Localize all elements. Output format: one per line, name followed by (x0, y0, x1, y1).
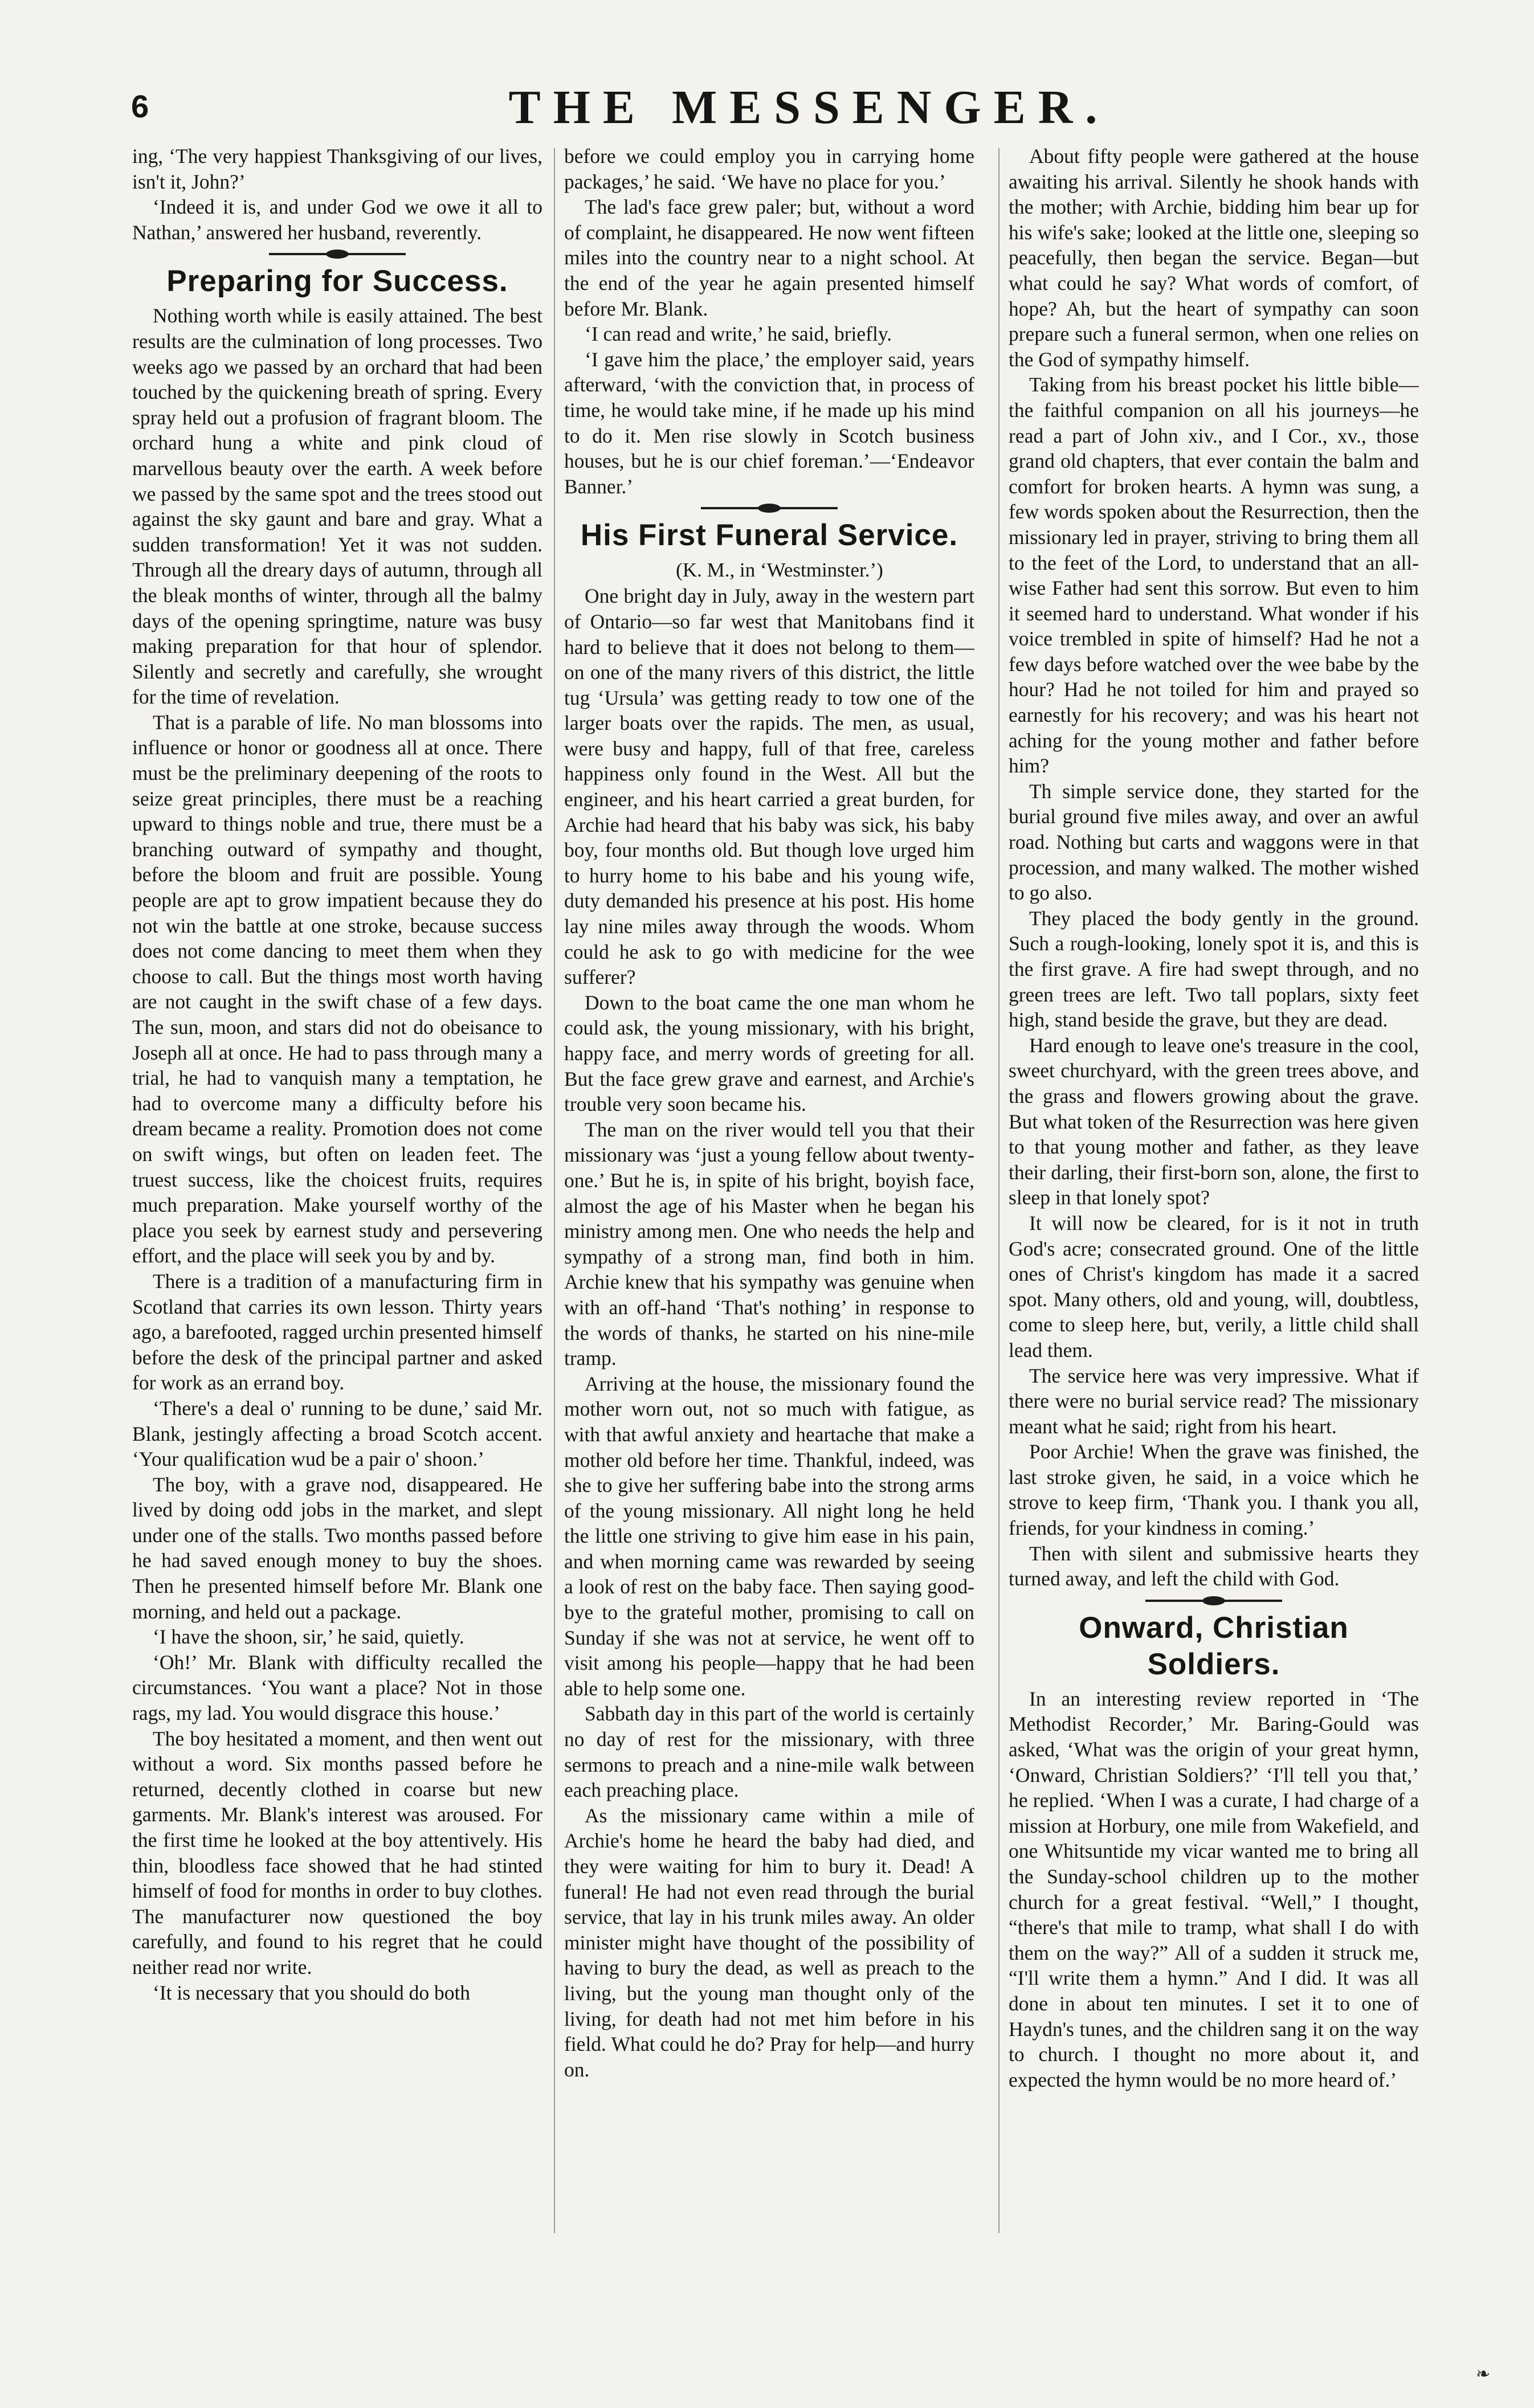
paragraph: One bright day in July, away in the western part of Ontario—so far west that Manitobans find it hard to believe that it does not belong to them—on one of the many rivers of this district, the little tug ‘Ursula’ was getting ready to tow one of the larger boats over the rapids. The men, as usual, were busy and happy, full of that free, careless happiness only found in the West. All but the engineer, and his heart carried a great burden, for Archie had heard that his baby was sick, his baby boy, four months old. But though love urged him to hurry home to his babe and his young wife, duty demanded his presence at his post. His home lay nine miles away through the woods. Whom could he ask to go with medicine for the wee sufferer? (564, 584, 974, 989)
column-divider (998, 148, 999, 2233)
paragraph: Down to the boat came the one man whom he could ask, the young missionary, with his bright, happy face, and merry words of greeting for all. But the face grew grave and earnest, and Archie's trouble very soon became his. (564, 991, 974, 1116)
paragraph: They placed the body gently in the ground. Such a rough-looking, lonely spot it is, and this is the first grave. A fire had swept through, and no green trees are left. Two tall poplars, sixty feet high, stand beside the grave, but they are dead. (1009, 906, 1419, 1032)
masthead-title: THE MESSENGER. (508, 81, 1110, 134)
page-header (131, 80, 1487, 142)
paragraph: ‘Oh!’ Mr. Blank with difficulty recalled the circumstances. ‘You want a place? Not in those rags, my lad. You would disgrace this house.’ (132, 1650, 542, 1725)
paragraph: ‘It is necessary that you should do both (153, 1981, 471, 2004)
paragraph: Then with silent and submissive hearts they turned away, and left the child with God. (1009, 1542, 1419, 1591)
paragraph: Sabbath day in this part of the world is certainly no day of rest for the missionary, with three sermons to preach and a nine-mile walk between each preaching place. (564, 1702, 974, 1802)
article-byline: (K. M., in ‘Westminster.’) (676, 559, 883, 582)
paragraph: Th simple service done, they started for the burial ground five miles away, and over an awful road. Nothing but carts and waggons were in that procession, and many walked. The mother wished to go also. (1009, 779, 1419, 905)
paragraph: ing, ‘The very happiest Thanksgiving of our lives, isn't it, John?’ (132, 145, 542, 193)
column-2 (564, 144, 974, 2246)
page-number: 6 (131, 88, 149, 124)
paragraph: ‘Indeed it is, and under God we owe it all to Nathan,’ answered her husband, reverently. (132, 195, 542, 244)
paragraph: Arriving at the house, the missionary found the mother worn out, not so much with fatigue, as with that awful anxiety and heartache that make a mother old before her time. Thankful, indeed, was she to give her suffering babe into the strong arms of the young missionary. All night long he held the little one striving to give him ease in his pain, and when morning came was rewarded by seeing a look of rest on the baby face. Then saying good-bye to the grateful mother, promising to call on Sunday if she was not at service, he went off to visit among his people—happy that he had been able to help some one. (564, 1372, 974, 1700)
paragraph: In an interesting review reported in ‘The Methodist Recorder,’ Mr. Baring-Gould was asked, ‘What was the origin of your great hymn, ‘Onward, Christian Soldiers?’ ‘I'll tell you that,’ he replied. ‘When I was a curate, I had charge of a mission at Horbury, one mile from Wakefield, and one Whitsuntide my vicar wanted me to bring all the Sunday-school children up to the mother church for a great festival. “Well,” I thought, “there's that mile to tramp, what shall I do with them on the way?” All of a sudden it struck me, “I'll write them a hymn.” And I did. It was all done in about ten minutes. I set it to one of Haydn's tunes, and the children sang it on the way to church. I thought no more about it, and expected the hymn would be no more heard of.’ (1009, 1687, 1419, 2091)
paragraph: There is a tradition of a manufacturing firm in Scotland that carries its own lesson. Thirty years ago, a barefooted, ragged urchin presented himself before the desk of the principal partner and asked for work as an errand boy. (132, 1269, 542, 1395)
paragraph: The man on the river would tell you that their missionary was ‘just a young fellow about twenty-one.’ But he is, in spite of his bright, boyish face, almost the age of his Master when he began his ministry among men. One who needs the help and sympathy of a strong man, find both in him. Archie knew that his sympathy was genuine when with an off-hand ‘That's nothing’ in response to the words of thanks, he started on his nine-mile tramp. (564, 1118, 974, 1370)
section-divider (269, 253, 406, 255)
paragraph: It will now be cleared, for is it not in truth God's acre; consecrated ground. One of the little ones of Christ's kingdom has made it a sacred spot. Many others, old and young, will, doubtless, come to sleep here, but, verily, a little child shall lead them. (1009, 1211, 1419, 1362)
paragraph: The boy, with a grave nod, disappeared. He lived by doing odd jobs in the market, and slept under one of the stalls. Two months passed before he had saved enough money to buy the shoes. Then he presented himself before Mr. Blank one morning, and held out a package. (132, 1473, 542, 1623)
column-divider (554, 148, 555, 2233)
article-title-his-first-funeral-service: His First Funeral Service. (580, 518, 958, 553)
printer-ornament-icon: ❧ (1476, 2365, 1491, 2384)
paragraph: Nothing worth while is easily attained. The best results are the culmination of long processes. Two weeks ago we passed by an orchard that had been touched by the quickening breath of spring. Every spray held out a profusion of fragrant bloom. The orchard hung a white and pink cloud of marvellous beauty over the earth. A week before we passed by the same spot and the trees stood out against the sky gaunt and bare and gray. What a sudden transformation! Yet it was not sudden. Through all the dreary days of autumn, through all the bleak months of winter, through all the balmy days of the opening springtime, nature was busy making preparation for that hour of splendor. Silently and secretly and carefully, she wrought for the time of revelation. (132, 304, 542, 709)
article-title-preparing-for-success: Preparing for Success. (166, 264, 508, 299)
paragraph: before we could employ you in carrying home packages,’ he said. ‘We have no place for you.’ (564, 145, 974, 193)
section-divider (701, 507, 838, 509)
column-1 (132, 144, 542, 2246)
paragraph: The service here was very impressive. What if there were no burial service read? The missionary meant what he said; right from his heart. (1009, 1364, 1419, 1438)
paragraph: As the missionary came within a mile of Archie's home he heard the baby had died, and they were waiting for him to bury it. Dead! A funeral! He had not even read through the burial service, that lay in his trunk miles away. An older minister might have thought of the possibility of having to bury the dead, as well as preach to the living, but the young man thought only of the living, for death had not met him before in his field. What could he do? Pray for help—and hurry on. (564, 1804, 974, 2081)
section-divider (1145, 1600, 1282, 1602)
paragraph: ‘There's a deal o' running to be dune,’ said Mr. Blank, jestingly affecting a broad Scotch accent. ‘Your qualification wud be a pair o' shoon.’ (132, 1396, 542, 1471)
paragraph: The boy hesitated a moment, and then went out without a word. Six months passed before he returned, decently clothed in coarse but new garments. Mr. Blank's interest was aroused. For the first time he looked at the boy attentively. His thin, bloodless face showed that he had stinted himself of food for months in order to buy clothes. The manufacturer now questioned the boy carefully, and found to his regret that he could neither read nor write. (132, 1727, 542, 1978)
paragraph: The lad's face grew paler; but, without a word of complaint, he disappeared. He now went fifteen miles into the country near to a night school. At the end of the year he again presented himself before Mr. Blank. (564, 195, 974, 320)
paragraph: That is a parable of life. No man blossoms into influence or honor or goodness all at once. There must be the preliminary deepening of the roots to seize great principles, there must be a reaching upward to things noble and true, there must be a branching outward of sympathy and thought, before the bloom and fruit are possible. Young people are apt to grow impatient because they do not win the battle at one stroke, because success does not come dancing to meet them when they choose to call. But the things most worth having are not caught in the swift chase of a few days. The sun, moon, and stars did not do obeisance to Joseph all at once. He had to pass through many a trial, he had to vanquish many a temptation, he had to overcome many a difficulty before his dream became a reality. Promotion does not come on swift wings, but often on leaden feet. The truest success, like the choicest fruits, requires much preparation. Make yourself worthy of the place you seek by earnest study and persevering effort, and the place will seek you by and by. (132, 710, 542, 1268)
paragraph: Hard enough to leave one's treasure in the cool, sweet churchyard, with the green trees above, and the grass and flowers growing about the grave. But what token of the Resurrection was here given to that young mother and father, as they leave their darling, their first-born son, alone, the first to sleep in that lonely spot? (1009, 1033, 1419, 1209)
paragraph: About fifty people were gathered at the house awaiting his arrival. Silently he shook hands with the mother; with Archie, bidding him bear up for his wife's sake; looked at the little one, sleeping so peacefully, then began the service. Began—but what could he say? What words of comfort, of hope? Ah, but the heart of sympathy can soon prepare such a funeral sermon, when one relies on the God of sympathy himself. (1009, 145, 1419, 371)
paragraph: ‘I can read and write,’ he said, briefly. (585, 322, 892, 346)
paragraph: ‘I have the shoon, sir,’ he said, quietly. (153, 1625, 464, 1649)
article-title-onward-christian-soldiers: Onward, Christian Soldiers. (1079, 1610, 1349, 1681)
paragraph: Poor Archie! When the grave was finished, the last stroke given, he said, in a voice which he strove to keep firm, ‘Thank you. I thank you all, friends, for your kindness in coming.’ (1009, 1440, 1419, 1540)
column-3 (1009, 144, 1419, 2246)
paragraph: Taking from his breast pocket his little bible—the faithful companion on all his journeys—he read a part of John xiv., and I Cor., xv., those grand old chapters, that ever contain the balm and comfort for broken hearts. A hymn was sung, a few words spoken about the Resurrection, then the missionary led in prayer, striving to bring them all to the feet of the Lord, to understand that an all-wise Father had sent this sorrow. But even to him it seemed hard to understand. What wonder if his voice trembled in spite of himself? Had he not a few days before watched over the wee babe by the hour? Had he not toiled for him and prayed so earnestly for his recovery; and was his heart not aching for the young mother and father before him? (1009, 373, 1419, 778)
paragraph: ‘I gave him the place,’ the employer said, years afterward, ‘with the conviction that, in process of time, he would take mine, if he made up his mind to do it. Men rise slowly in Scotch business houses, but he is our chief foreman.’—‘Endeavor Banner.’ (564, 347, 974, 498)
